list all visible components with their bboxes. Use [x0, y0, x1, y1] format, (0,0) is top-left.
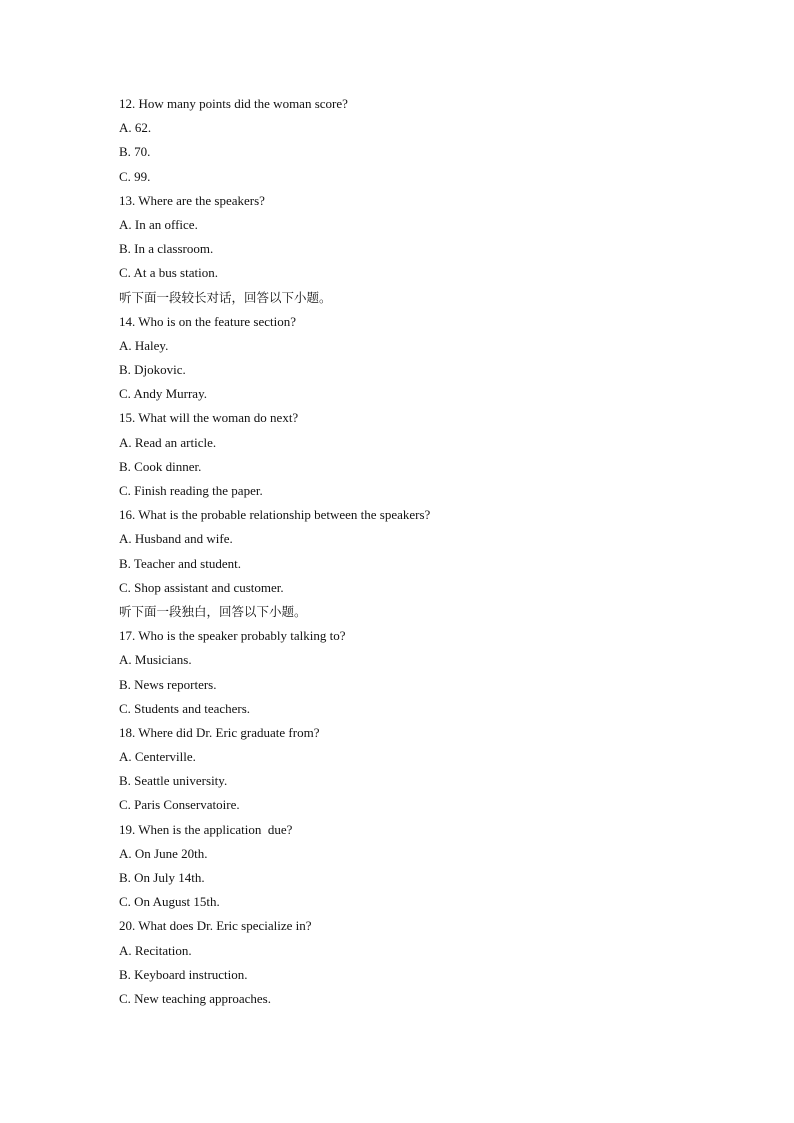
section-instruction — [119, 600, 719, 624]
answer-option — [119, 116, 719, 140]
answer-option — [119, 769, 719, 793]
answer-option — [119, 648, 719, 672]
section-instruction-text: 听下面一段较长对话，回答以下小题。 — [119, 289, 332, 305]
answer-option — [119, 358, 719, 382]
question-stem — [119, 406, 719, 430]
option-text: C. Andy Murray. — [119, 386, 207, 402]
answer-option — [119, 165, 719, 189]
answer-option — [119, 237, 719, 261]
option-text: A. On June 20th. — [119, 845, 208, 861]
option-text: A. Husband and wife. — [119, 531, 233, 547]
answer-option — [119, 527, 719, 551]
option-text: C. 99. — [119, 168, 151, 184]
question-stem — [119, 914, 719, 938]
question-stem — [119, 310, 719, 334]
question-list — [119, 92, 719, 1011]
question-text: 14. Who is on the feature section? — [119, 313, 297, 329]
question-text: 20. What does Dr. Eric specialize in? — [119, 918, 312, 934]
option-text: C. Shop assistant and customer. — [119, 579, 284, 595]
question-text: 16. What is the probable relationship between the speakers? — [119, 507, 431, 523]
option-text: B. Keyboard instruction. — [119, 966, 248, 982]
answer-option — [119, 987, 719, 1011]
question-text: 19. When is the application due? — [119, 821, 293, 837]
option-text: C. On August 15th. — [119, 894, 220, 910]
section-instruction-text: 听下面一段独白，回答以下小题。 — [119, 603, 307, 619]
option-text: C. Finish reading the paper. — [119, 483, 263, 498]
answer-option — [119, 552, 719, 576]
option-text: B. Cook dinner. — [119, 458, 202, 474]
question-stem — [119, 503, 719, 527]
answer-option — [119, 140, 719, 164]
answer-option — [119, 745, 719, 769]
answer-option — [119, 431, 719, 455]
section-instruction — [119, 286, 719, 310]
option-text: A. Read an article. — [119, 434, 217, 450]
question-text: 15. What will the woman do next? — [119, 410, 299, 426]
question-text: 13. Where are the speakers? — [119, 192, 265, 208]
question-stem — [119, 818, 719, 842]
answer-option — [119, 673, 719, 697]
answer-option — [119, 939, 719, 963]
answer-option — [119, 576, 719, 600]
question-stem — [119, 624, 719, 648]
question-stem — [119, 721, 719, 745]
answer-option — [119, 455, 719, 479]
answer-option — [119, 793, 719, 817]
option-text: B. News reporters. — [119, 676, 217, 692]
answer-option — [119, 334, 719, 358]
question-text: 18. Where did Dr. Eric graduate from? — [119, 724, 320, 740]
option-text: B. Seattle university. — [119, 773, 228, 789]
question-stem — [119, 92, 719, 116]
option-text: A. In an office. — [119, 216, 198, 232]
answer-option — [119, 261, 719, 285]
answer-option — [119, 890, 719, 914]
answer-option — [119, 479, 719, 503]
option-text: A. Haley. — [119, 337, 169, 353]
question-stem — [119, 189, 719, 213]
answer-option — [119, 866, 719, 890]
answer-option — [119, 842, 719, 866]
option-text: B. In a classroom. — [119, 241, 214, 257]
option-text: A. Musicians. — [119, 652, 192, 668]
answer-option — [119, 697, 719, 721]
answer-option — [119, 213, 719, 237]
option-text: C. New teaching approaches. — [119, 990, 271, 1006]
option-text: C. Students and teachers. — [119, 700, 251, 716]
option-text: B. On July 14th. — [119, 870, 205, 885]
option-text: C. At a bus station. — [119, 265, 218, 281]
answer-option — [119, 963, 719, 987]
option-text: B. 70. — [119, 144, 151, 160]
question-text: 17. Who is the speaker probably talking to? — [119, 628, 346, 644]
option-text: A. Centerville. — [119, 749, 196, 765]
option-text: B. Djokovic. — [119, 362, 186, 378]
option-text: B. Teacher and student. — [119, 555, 241, 571]
question-text: 12. How many points did the woman score? — [119, 96, 348, 111]
option-text: A. Recitation. — [119, 942, 192, 958]
answer-option — [119, 382, 719, 406]
option-text: C. Paris Conservatoire. — [119, 797, 240, 813]
option-text: A. 62. — [119, 120, 152, 136]
